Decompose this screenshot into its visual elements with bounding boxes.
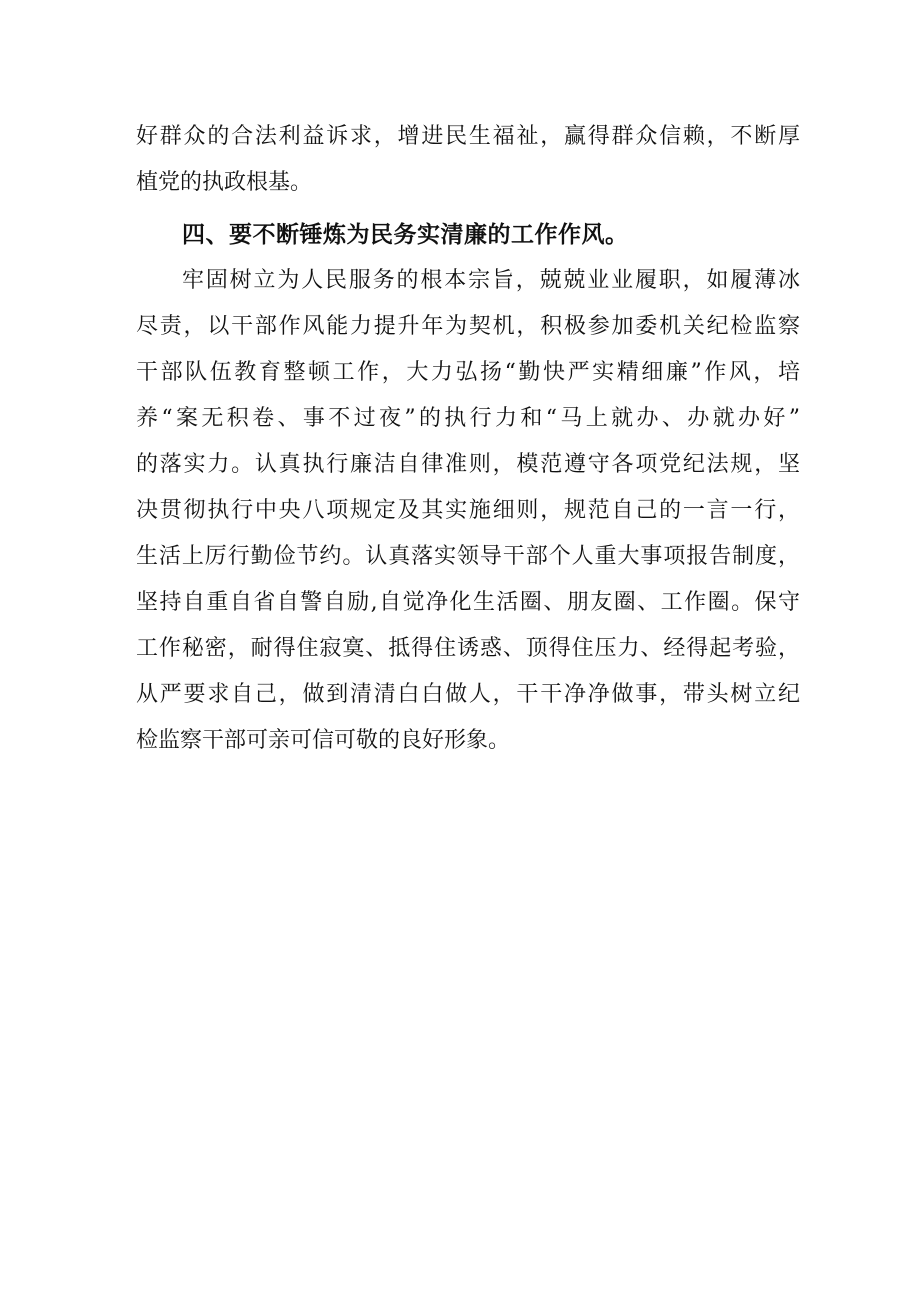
paragraph-line: 尽责，以干部作风能力提升年为契机，积极参加委机关纪检监察: [136, 314, 800, 339]
paragraph-line: 工作秘密，耐得住寂寞、抵得住诱惑、顶得住压力、经得起考验，: [136, 636, 800, 661]
paragraph-line: 生活上厉行勤俭节约。认真落实领导干部个人重大事项报告制度，: [136, 544, 800, 569]
paragraph-line: 养“案无积卷、事不过夜”的执行力和“马上就办、办就办好”: [136, 406, 800, 431]
paragraph-line: 坚持自重自省自警自励,自觉净化生活圈、朋友圈、工作圈。保守: [136, 590, 800, 615]
paragraph-line: 好群众的合法利益诉求，增进民生福祉，赢得群众信赖，不断厚: [136, 124, 800, 149]
paragraph-line: 干部队伍教育整顿工作，大力弘扬“勤快严实精细廉”作风，培: [136, 360, 800, 385]
continuation-paragraph: [136, 114, 800, 206]
section-heading: 四、要不断锤炼为民务实清廉的工作作风。: [182, 222, 629, 248]
paragraph-line: 牢固树立为人民服务的根本宗旨，兢兢业业履职，如履薄冰: [182, 268, 800, 293]
paragraph-line: 从严要求自己，做到清清白白做人，干干净净做事，带头树立纪: [136, 682, 800, 707]
paragraph-line: 决贯彻执行中央八项规定及其实施细则，规范自己的一言一行，: [136, 498, 800, 523]
body-paragraph: [136, 258, 800, 764]
paragraph-line: 植党的执政根基。: [136, 170, 313, 195]
paragraph-line: 检监察干部可亲可信可敬的良好形象。: [136, 728, 511, 753]
paragraph-line: 的落实力。认真执行廉洁自律准则，模范遵守各项党纪法规，坚: [136, 452, 800, 477]
